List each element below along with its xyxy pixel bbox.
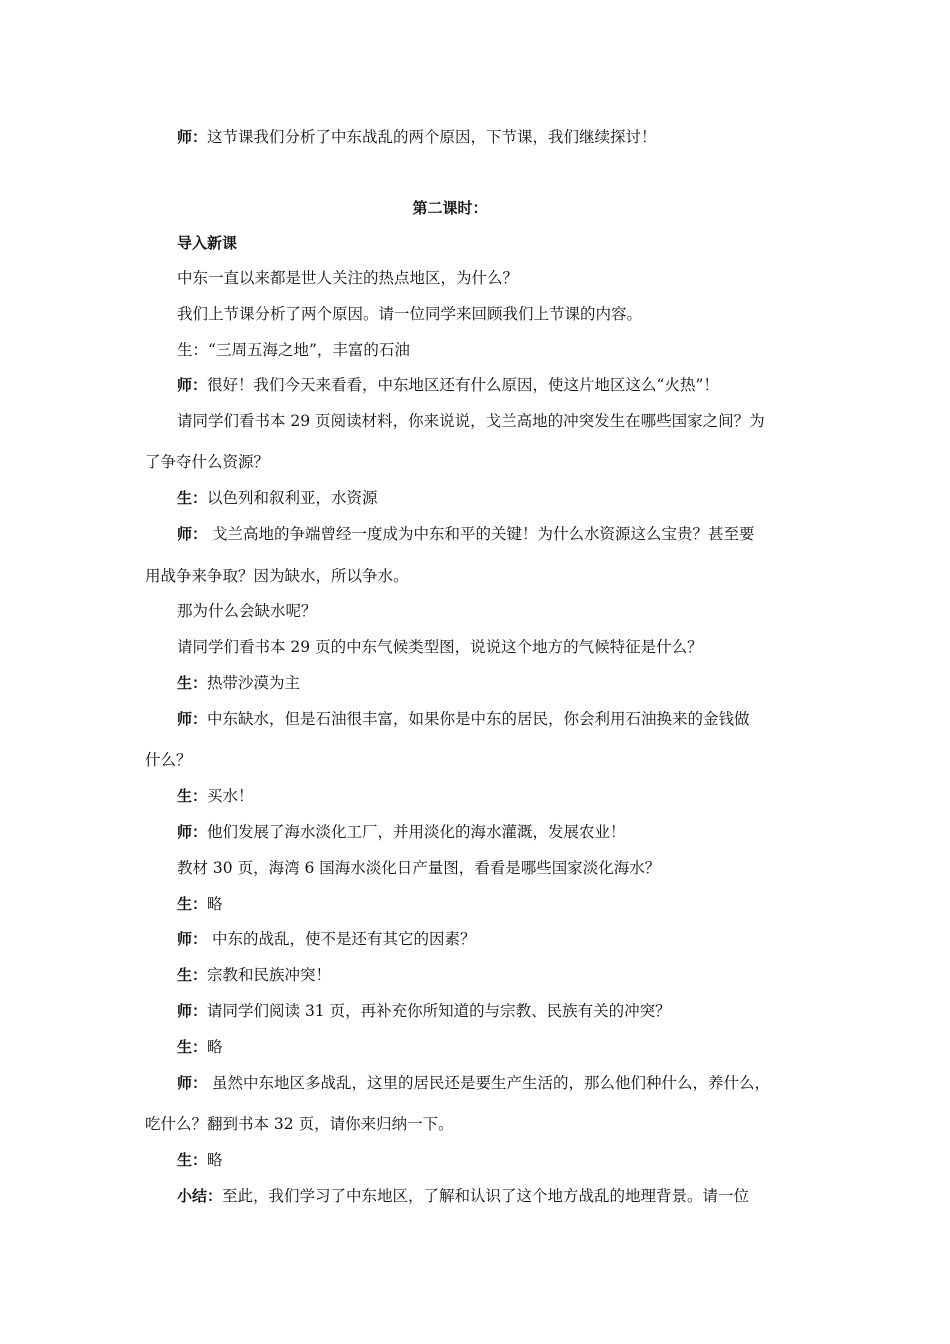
paragraph	[177, 786, 254, 806]
paragraph	[177, 340, 410, 360]
paragraph-text: 他们发展了海水淡化工厂，并用淡化的海水灌溉，发展农业！	[207, 823, 626, 841]
paragraph: 我们上节课分析了两个原因。请一位同学来回顾我们上节课的内容。	[177, 305, 643, 323]
speaker-label: 生：	[177, 341, 209, 359]
paragraph	[177, 822, 626, 842]
speaker-label: 师：	[177, 128, 208, 146]
paragraph-text: 虽然中东地区多战乱，这里的居民还是要生产生活的，那么他们种什么，养什么，	[207, 1074, 770, 1092]
speaker-label: 小结：	[177, 1187, 223, 1205]
paragraph-text: 略	[207, 1038, 223, 1056]
speaker-label: 师：	[177, 930, 208, 948]
subsection-heading: 导入新课	[177, 234, 238, 252]
speaker-label: 生：	[177, 787, 208, 805]
paragraph-continuation: 了争夺什么资源？	[145, 453, 270, 471]
speaker-label: 师：	[177, 376, 208, 394]
speaker-label: 师：	[177, 1074, 208, 1092]
paragraph-text: 中东的战乱，使不是还有其它的因素？	[207, 930, 476, 948]
paragraph: 请同学们看书本 29 页阅读材料，你来说说，戈兰高地的冲突发生在哪些国家之间？为	[177, 412, 765, 430]
paragraph: 中东一直以来都是世人关注的热点地区，为什么？	[177, 269, 519, 287]
paragraph-text: 宗教和民族冲突！	[207, 966, 332, 984]
paragraph	[177, 127, 657, 147]
paragraph-text: 至此，我们学习了中东地区，了解和认识了这个地方战乱的地理背景。请一位	[222, 1187, 750, 1205]
paragraph	[177, 929, 475, 949]
speaker-label: 师：	[177, 525, 208, 543]
speaker-label: 师：	[177, 1002, 208, 1020]
speaker-label: 生：	[177, 1038, 208, 1056]
paragraph-text: 略	[207, 895, 223, 913]
paragraph-text: 请同学们阅读 31 页，再补充你所知道的与宗教、民族有关的冲突？	[207, 1002, 671, 1020]
paragraph-continuation: 吃什么？翻到书本 32 页，请你来归纳一下。	[145, 1115, 454, 1133]
paragraph-text: 以色列和叙利亚，水资源	[207, 489, 378, 507]
paragraph-text: “三周五海之地”，丰富的石油	[208, 341, 410, 359]
paragraph	[177, 1150, 223, 1170]
paragraph	[177, 965, 331, 985]
speaker-label: 生：	[177, 674, 208, 692]
paragraph	[177, 524, 754, 544]
paragraph-continuation: 什么？	[145, 751, 192, 769]
paragraph-text: 热带沙漠为主	[207, 674, 301, 692]
paragraph	[177, 488, 378, 508]
paragraph	[177, 894, 223, 914]
speaker-label: 生：	[177, 966, 208, 984]
paragraph-text: 戈兰高地的争端曾经一度成为中东和平的关键！为什么水资源这么宝贵？甚至要	[207, 525, 755, 543]
speaker-label: 生：	[177, 489, 208, 507]
paragraph-text: 这节课我们分析了中东战乱的两个原因，下节课，我们继续探讨！	[207, 128, 657, 146]
paragraph	[177, 709, 750, 729]
speaker-label: 师：	[177, 710, 208, 728]
paragraph	[177, 1037, 223, 1057]
paragraph	[177, 673, 300, 693]
paragraph	[177, 1073, 770, 1093]
paragraph: 请同学们看书本 29 页的中东气候类型图，说说这个地方的气候特征是什么？	[177, 638, 703, 656]
paragraph	[177, 375, 719, 395]
paragraph	[177, 1186, 749, 1206]
paragraph-text: 买水！	[207, 787, 254, 805]
paragraph-continuation: 用战争来争取？因为缺水，所以争水。	[145, 567, 409, 585]
paragraph-text: 中东缺水，但是石油很丰富，如果你是中东的居民，你会利用石油换来的金钱做	[207, 710, 750, 728]
paragraph: 那为什么会缺水呢？	[177, 602, 317, 620]
speaker-label: 生：	[177, 895, 208, 913]
section-heading: 第二课时：	[412, 199, 488, 217]
speaker-label: 生：	[177, 1151, 208, 1169]
paragraph-text: 很好！我们今天来看看，中东地区还有什么原因，使这片地区这么“火热”！	[207, 376, 719, 394]
paragraph: 教材 30 页，海湾 6 国海水淡化日产量图，看看是哪些国家淡化海水？	[177, 859, 661, 877]
paragraph-text: 略	[207, 1151, 223, 1169]
paragraph	[177, 1001, 671, 1021]
speaker-label: 师：	[177, 823, 208, 841]
